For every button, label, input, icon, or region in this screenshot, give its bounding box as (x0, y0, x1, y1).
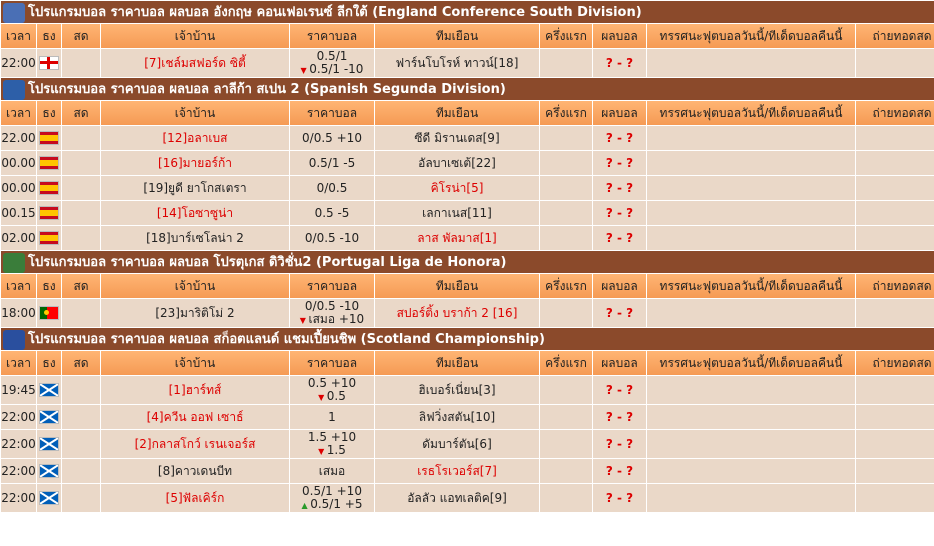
match-result[interactable]: ? - ? (593, 176, 646, 200)
flag-cell (37, 459, 61, 483)
tips-cell[interactable] (647, 484, 855, 512)
match-result[interactable]: ? - ? (593, 459, 646, 483)
spain-flag-icon (39, 181, 59, 195)
away-team[interactable]: ลาส พัลมาส[1] (375, 226, 539, 250)
match-time: 22.00 (1, 126, 36, 150)
tips-cell[interactable] (647, 126, 855, 150)
live-cell (62, 299, 100, 327)
column-header-home: เจ้าบ้าน (101, 24, 289, 48)
odds-line-2 (290, 444, 374, 458)
league-logo-icon (3, 330, 25, 350)
half-time-cell (540, 430, 592, 458)
flag-cell (37, 484, 61, 512)
match-result[interactable]: ? - ? (593, 484, 646, 512)
tips-cell[interactable] (647, 49, 855, 77)
odds-line-2 (290, 498, 374, 512)
odds-cell[interactable] (290, 201, 374, 225)
column-header-away: ทีมเยือน (375, 274, 539, 298)
match-row (1, 376, 934, 404)
column-header-half: ครึ่งแรก (540, 101, 592, 125)
odds-line-1: เสมอ (318, 463, 346, 478)
league-title-cell (1, 251, 934, 273)
column-header-time: เวลา (1, 274, 36, 298)
away-team[interactable]: ฟาร์นโบโรห์ ทาวน์[18] (375, 49, 539, 77)
match-row (1, 176, 934, 200)
match-time: 00.00 (1, 151, 36, 175)
match-result[interactable]: ? - ? (593, 201, 646, 225)
home-team[interactable]: [14]โอซาซูน่า (101, 201, 289, 225)
half-time-cell (540, 484, 592, 512)
match-result[interactable]: ? - ? (593, 405, 646, 429)
odds-cell[interactable] (290, 126, 374, 150)
column-header-tips: ทรรศนะฟุตบอลวันนี้/ทีเด็ดบอลคืนนี้ (647, 351, 855, 375)
arrow-down-icon: ▼ (299, 315, 309, 325)
home-team[interactable]: [23]มาริติโม่ 2 (101, 299, 289, 327)
odds-cell[interactable] (290, 226, 374, 250)
odds-cell[interactable] (290, 484, 374, 512)
away-team[interactable]: ฮิเบอร์เนี่ยน[3] (375, 376, 539, 404)
match-result[interactable]: ? - ? (593, 49, 646, 77)
odds-cell[interactable] (290, 49, 374, 77)
column-header-result: ผลบอล (593, 274, 646, 298)
league-title[interactable]: โปรแกรมบอล ราคาบอล ผลบอล ลาลีก้า สเปน 2 (Spanish Segunda Division) (28, 82, 506, 98)
away-team[interactable]: ดัมบาร์ตัน[6] (375, 430, 539, 458)
live-tv-cell[interactable] (856, 226, 934, 250)
away-team[interactable]: คิโรน่า[5] (375, 176, 539, 200)
half-time-cell (540, 176, 592, 200)
column-header-half: ครึ่งแรก (540, 274, 592, 298)
flag-cell (37, 299, 61, 327)
odds-cell[interactable] (290, 430, 374, 458)
league-title[interactable]: โปรแกรมบอล ราคาบอล ผลบอล สก็อตแลนด์ แชมเปี้ยนชิพ (Scotland Championship) (28, 332, 545, 348)
home-team[interactable]: [8]คาวเดนบีท (101, 459, 289, 483)
column-header-flag: ธง (37, 274, 61, 298)
league-logo-icon (3, 253, 25, 273)
match-row (1, 49, 934, 77)
half-time-cell (540, 126, 592, 150)
match-time: 22:00 (1, 430, 36, 458)
live-cell (62, 176, 100, 200)
home-team[interactable]: [19]ยูดี ยาโกสเตรา (101, 176, 289, 200)
column-header-away: ทีมเยือน (375, 101, 539, 125)
column-header-live: สด (62, 274, 100, 298)
scotland-flag-icon (39, 410, 59, 424)
half-time-cell (540, 151, 592, 175)
half-time-cell (540, 226, 592, 250)
match-time: 19:45 (1, 376, 36, 404)
spain-flag-icon (39, 206, 59, 220)
column-header-home: เจ้าบ้าน (101, 351, 289, 375)
away-team[interactable]: เรธโรเวอร์ส[7] (375, 459, 539, 483)
flag-cell (37, 201, 61, 225)
scotland-flag-icon (39, 464, 59, 478)
column-header-live-tv: ถ่ายทอดสด (856, 101, 934, 125)
column-header-odds: ราคาบอล (290, 351, 374, 375)
column-header-flag: ธง (37, 24, 61, 48)
league-logo-icon (3, 80, 25, 100)
match-time: 22:00 (1, 459, 36, 483)
odds-line-1: 0.5/1 -5 (308, 155, 356, 170)
league-title[interactable]: โปรแกรมบอล ราคาบอล ผลบอล อังกฤษ คอนเฟอเรนซ์ ลีกใต้ (England Conference South Division) (28, 5, 642, 21)
match-row (1, 226, 934, 250)
column-header-home: เจ้าบ้าน (101, 274, 289, 298)
odds-line-1: 1.5 +10 (307, 430, 357, 444)
flag-cell (37, 226, 61, 250)
live-tv-cell[interactable] (856, 126, 934, 150)
match-row (1, 151, 934, 175)
odds-cell[interactable] (290, 176, 374, 200)
half-time-cell (540, 459, 592, 483)
column-header-result: ผลบอล (593, 101, 646, 125)
tips-cell[interactable] (647, 405, 855, 429)
column-header-odds: ราคาบอล (290, 24, 374, 48)
league-header (1, 328, 934, 350)
flag-cell (37, 176, 61, 200)
column-header-result: ผลบอล (593, 24, 646, 48)
odds-line-1: 0/0.5 (316, 180, 348, 195)
league-header (1, 78, 934, 100)
odds-line-1: 0.5 -5 (314, 205, 350, 220)
odds-line-2 (290, 390, 374, 404)
tips-cell[interactable] (647, 226, 855, 250)
match-result[interactable]: ? - ? (593, 299, 646, 327)
arrow-down-icon: ▼ (318, 392, 327, 402)
odds-line-1: 0/0.5 -10 (304, 299, 360, 313)
tips-cell[interactable] (647, 151, 855, 175)
live-tv-cell[interactable] (856, 176, 934, 200)
match-time: 00.15 (1, 201, 36, 225)
live-cell (62, 49, 100, 77)
live-cell (62, 430, 100, 458)
match-time: 02.00 (1, 226, 36, 250)
match-row (1, 430, 934, 458)
live-tv-cell[interactable] (856, 430, 934, 458)
column-header-odds: ราคาบอล (290, 101, 374, 125)
england-flag-icon (39, 56, 59, 70)
tips-cell[interactable] (647, 176, 855, 200)
column-header-row (1, 274, 934, 298)
match-time: 22:00 (1, 49, 36, 77)
column-header-odds: ราคาบอล (290, 274, 374, 298)
column-header-live: สด (62, 351, 100, 375)
live-cell (62, 151, 100, 175)
live-tv-cell[interactable] (856, 405, 934, 429)
column-header-away: ทีมเยือน (375, 351, 539, 375)
match-result[interactable]: ? - ? (593, 226, 646, 250)
home-team[interactable]: [4]ควีน ออฟ เซาธ์ (101, 405, 289, 429)
column-header-time: เวลา (1, 101, 36, 125)
odds-line-2-value: 1.5 (326, 442, 346, 457)
column-header-away: ทีมเยือน (375, 24, 539, 48)
away-team[interactable]: เลกาเนส[11] (375, 201, 539, 225)
league-header (1, 1, 934, 23)
league-title-cell (1, 1, 934, 23)
odds-cell[interactable] (290, 459, 374, 483)
scotland-flag-icon (39, 491, 59, 505)
league-title-cell (1, 328, 934, 350)
live-cell (62, 126, 100, 150)
live-tv-cell[interactable] (856, 484, 934, 512)
tips-cell[interactable] (647, 430, 855, 458)
column-header-live: สด (62, 101, 100, 125)
column-header-live-tv: ถ่ายทอดสด (856, 274, 934, 298)
home-team[interactable]: [5]ฟัลเคิร์ก (101, 484, 289, 512)
odds-line-2 (290, 313, 374, 327)
flag-cell (37, 430, 61, 458)
home-team[interactable]: [7]เชล์มสฟอร์ด ซิตี้ (101, 49, 289, 77)
half-time-cell (540, 201, 592, 225)
away-team[interactable]: อัลลัว แอทเลติค[9] (375, 484, 539, 512)
match-row (1, 299, 934, 327)
column-header-half: ครึ่งแรก (540, 24, 592, 48)
arrow-down-icon: ▼ (300, 65, 310, 75)
odds-line-2-value: 0.5 (326, 388, 346, 403)
live-tv-cell[interactable] (856, 376, 934, 404)
match-row (1, 459, 934, 483)
live-tv-cell[interactable] (856, 151, 934, 175)
match-time: 22:00 (1, 484, 36, 512)
home-team[interactable]: [2]กลาสโกว์ เรนเจอร์ส (101, 430, 289, 458)
live-cell (62, 226, 100, 250)
column-header-half: ครึ่งแรก (540, 351, 592, 375)
flag-cell (37, 376, 61, 404)
odds-line-2-value: 0.5/1 +5 (310, 496, 363, 511)
odds-cell[interactable] (290, 376, 374, 404)
home-team[interactable]: [18]บาร์เซโลน่า 2 (101, 226, 289, 250)
live-cell (62, 201, 100, 225)
column-header-live: สด (62, 24, 100, 48)
arrow-down-icon: ▼ (318, 446, 327, 456)
column-header-result: ผลบอล (593, 351, 646, 375)
odds-line-1: 0/0.5 -10 (304, 230, 360, 245)
match-time: 22:00 (1, 405, 36, 429)
tips-cell[interactable] (647, 201, 855, 225)
scotland-flag-icon (39, 437, 59, 451)
portugal-flag-icon (39, 306, 59, 320)
column-header-tips: ทรรศนะฟุตบอลวันนี้/ทีเด็ดบอลคืนนี้ (647, 274, 855, 298)
match-row (1, 201, 934, 225)
live-cell (62, 405, 100, 429)
match-result[interactable]: ? - ? (593, 430, 646, 458)
arrow-up-icon: ▲ (301, 500, 311, 510)
half-time-cell (540, 299, 592, 327)
column-header-row (1, 351, 934, 375)
away-team[interactable]: สปอร์ติ้ง บราก้า 2 [16] (375, 299, 539, 327)
scotland-flag-icon (39, 383, 59, 397)
match-row (1, 484, 934, 512)
tips-cell[interactable] (647, 459, 855, 483)
spain-flag-icon (39, 131, 59, 145)
column-header-tips: ทรรศนะฟุตบอลวันนี้/ทีเด็ดบอลคืนนี้ (647, 101, 855, 125)
match-result[interactable]: ? - ? (593, 126, 646, 150)
live-cell (62, 484, 100, 512)
odds-line-1: 1 (328, 409, 336, 424)
column-header-row (1, 101, 934, 125)
column-header-flag: ธง (37, 351, 61, 375)
league-header (1, 251, 934, 273)
column-header-live-tv: ถ่ายทอดสด (856, 351, 934, 375)
half-time-cell (540, 49, 592, 77)
column-header-flag: ธง (37, 101, 61, 125)
half-time-cell (540, 376, 592, 404)
odds-line-2-value: 0.5/1 -10 (309, 61, 364, 76)
column-header-time: เวลา (1, 24, 36, 48)
home-team[interactable]: [16]มายอร์ก้า (101, 151, 289, 175)
match-time: 00.00 (1, 176, 36, 200)
column-header-tips: ทรรศนะฟุตบอลวันนี้/ทีเด็ดบอลคืนนี้ (647, 24, 855, 48)
live-tv-cell[interactable] (856, 49, 934, 77)
away-team[interactable]: ลิฟวิ่งสตัน[10] (375, 405, 539, 429)
match-row (1, 405, 934, 429)
column-header-home: เจ้าบ้าน (101, 101, 289, 125)
odds-line-2-value: เสมอ +10 (308, 311, 365, 326)
match-time: 18:00 (1, 299, 36, 327)
column-header-time: เวลา (1, 351, 36, 375)
spain-flag-icon (39, 156, 59, 170)
away-team[interactable]: ซีดี มิรานเดส[9] (375, 126, 539, 150)
league-title[interactable]: โปรแกรมบอล ราคาบอล ผลบอล โปรตุเกส ดิวิชั่น2 (Portugal Liga de Honora) (28, 255, 507, 271)
odds-cell[interactable] (290, 299, 374, 327)
flag-cell (37, 151, 61, 175)
live-tv-cell[interactable] (856, 299, 934, 327)
live-tv-cell[interactable] (856, 459, 934, 483)
live-tv-cell[interactable] (856, 201, 934, 225)
live-cell (62, 459, 100, 483)
away-team[interactable]: อัลบาเซเต้[22] (375, 151, 539, 175)
home-team[interactable]: [1]ฮาร์ทส์ (101, 376, 289, 404)
league-title-cell (1, 78, 934, 100)
live-cell (62, 376, 100, 404)
odds-line-1: 0.5/1 +10 (302, 484, 362, 498)
column-header-row (1, 24, 934, 48)
match-result[interactable]: ? - ? (593, 376, 646, 404)
home-team[interactable]: [12]อลาเบส (101, 126, 289, 150)
odds-line-2 (290, 63, 374, 77)
league-logo-icon (3, 3, 25, 23)
match-row (1, 126, 934, 150)
odds-cell[interactable] (290, 405, 374, 429)
odds-cell[interactable] (290, 151, 374, 175)
odds-line-1: 0/0.5 +10 (302, 130, 362, 145)
spain-flag-icon (39, 231, 59, 245)
half-time-cell (540, 405, 592, 429)
tips-cell[interactable] (647, 376, 855, 404)
odds-line-1: 0.5 +10 (307, 376, 357, 390)
flag-cell (37, 405, 61, 429)
flag-cell (37, 126, 61, 150)
column-header-live-tv: ถ่ายทอดสด (856, 24, 934, 48)
tips-cell[interactable] (647, 299, 855, 327)
match-result[interactable]: ? - ? (593, 151, 646, 175)
odds-line-1: 0.5/1 (316, 49, 348, 63)
flag-cell (37, 49, 61, 77)
